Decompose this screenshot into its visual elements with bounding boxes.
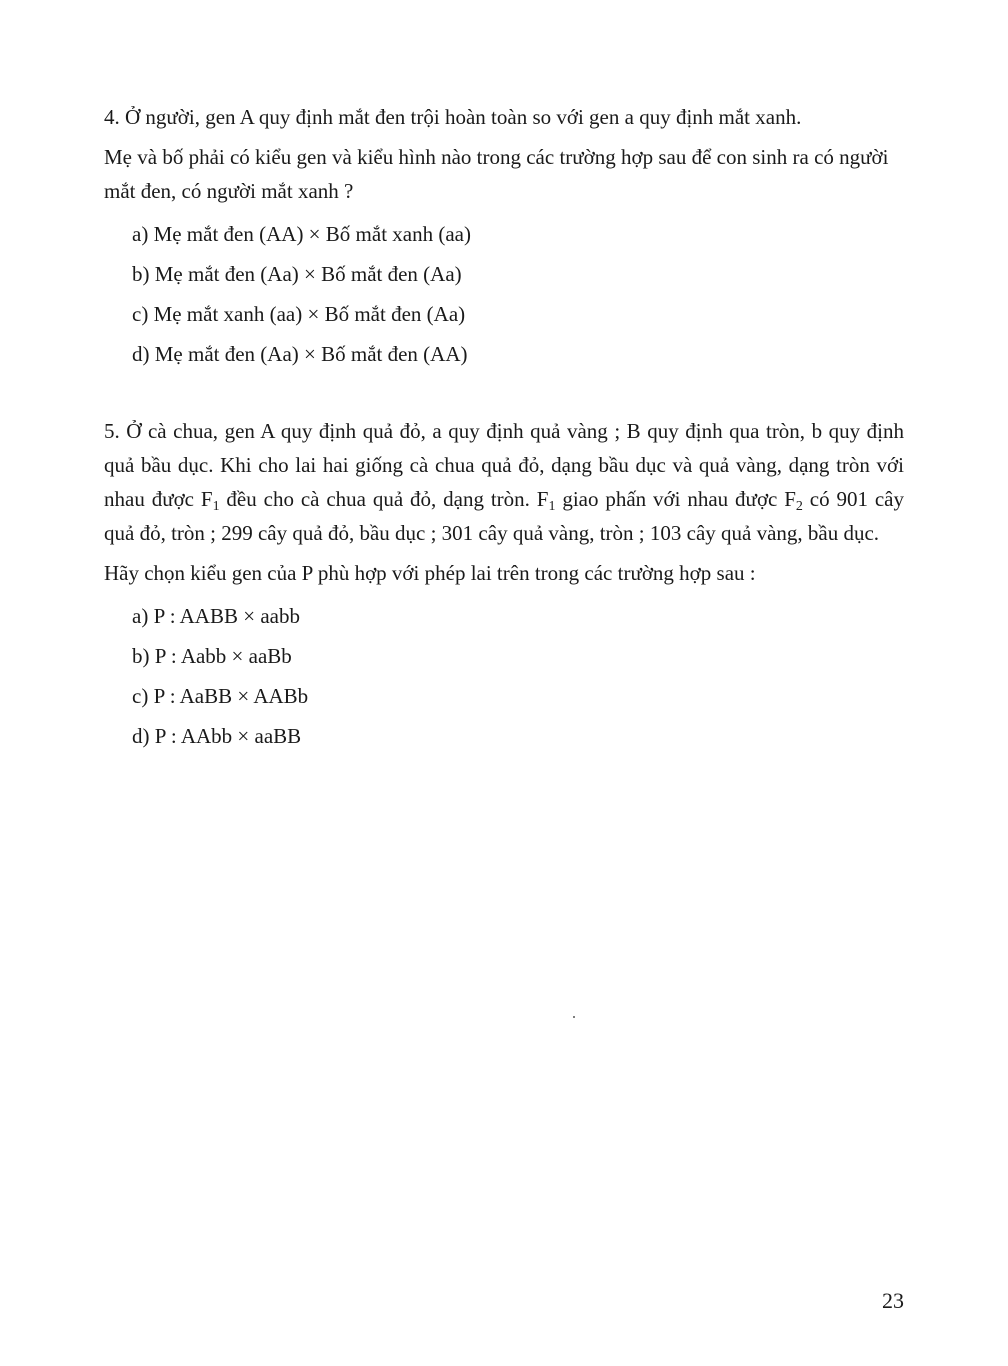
question-5-text-part1: 5. Ở cà chua, gen A quy định quả đỏ, a quy định quả vàng ; B quy định qua tròn, b quy định quả bầu dục. Khi cho lai hai giống cà chua quả đỏ, dạng bầu dục và quả vàng, dạng tròn với nhau được F	[104, 419, 904, 511]
subscript-f2: 2	[795, 499, 803, 514]
question-5-options	[104, 596, 904, 756]
question-4-statement: 4. Ở người, gen A quy định mắt đen trội hoàn toàn so với gen a quy định mắt xanh.	[104, 105, 802, 129]
scan-speck	[573, 1016, 575, 1018]
question-5-prompt: Hãy chọn kiểu gen của P phù hợp với phép lai trên trong các trường hợp sau :	[104, 561, 756, 585]
question-4-options	[104, 214, 904, 374]
question-5	[104, 414, 904, 756]
question-4-option-b: b) Mẹ mắt đen (Aa) × Bố mắt đen (Aa)	[132, 262, 462, 286]
question-4-option-c: c) Mẹ mắt xanh (aa) × Bố mắt đen (Aa)	[132, 302, 466, 326]
question-5-option-d: d) P : AAbb × aaBB	[132, 724, 302, 748]
page-number: 23	[882, 1288, 904, 1313]
question-5-option-b: b) P : Aabb × aaBb	[132, 644, 292, 668]
question-5-statement	[104, 414, 904, 550]
question-5-option-a: a) P : AABB × aabb	[132, 604, 300, 628]
subscript-f1-b: 1	[548, 499, 556, 514]
subscript-f1-a: 1	[212, 499, 220, 514]
question-5-option-c: c) P : AaBB × AABb	[132, 684, 309, 708]
question-5-text-part2: đều cho cà chua quả đỏ, dạng tròn. F	[219, 487, 549, 511]
question-4-option-d: d) Mẹ mắt đen (Aa) × Bố mắt đen (AA)	[132, 342, 468, 366]
question-4	[104, 100, 904, 374]
question-5-text-part4: có 901 cây quả đỏ, tròn ; 299 cây quả đỏ, bầu dục ; 301 cây quả vàng, tròn ; 103 cây quả vàng, bầu dục.	[104, 487, 904, 545]
question-4-prompt: Mẹ và bố phải có kiểu gen và kiểu hình nào trong các trường hợp sau để con sinh ra có người mắt đen, có người mắt xanh ?	[104, 145, 889, 203]
question-4-option-a: a) Mẹ mắt đen (AA) × Bố mắt xanh (aa)	[132, 222, 471, 246]
question-5-text-part3: giao phấn với nhau được F	[555, 487, 796, 511]
